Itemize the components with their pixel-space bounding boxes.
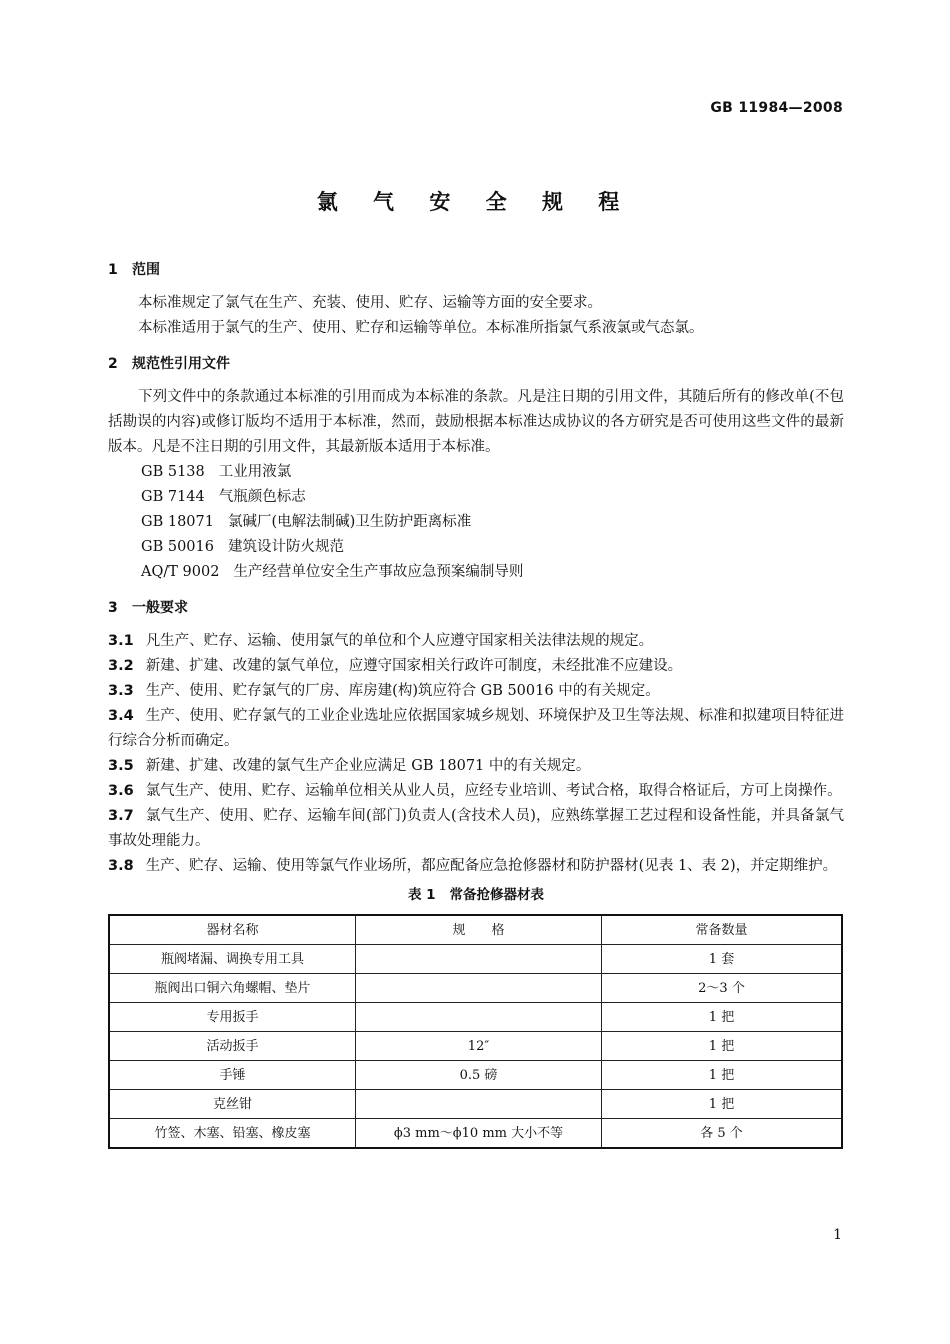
table-header-row: [109, 915, 842, 945]
table-row: 克丝钳 1 把: [109, 1090, 842, 1119]
clause-item: 3.1 凡生产、贮存、运输、使用氯气的单位和个人应遵守国家相关法律法规的规定。: [108, 633, 654, 649]
column-header: 常备数量: [602, 915, 843, 945]
table-row: 瓶阀堵漏、调换专用工具 1 套: [109, 945, 842, 974]
reference-item: AQ/T 9002 生产经营单位安全生产事故应急预案编制导则: [141, 564, 524, 580]
page-number: 1: [833, 1227, 842, 1243]
clause-item: 3.8 生产、贮存、运输、使用等氯气作业场所，都应配备应急抢修器材和防护器材(见表 1、表 2)，并定期维护。: [108, 858, 838, 874]
section-3-heading: 3 一般要求: [108, 600, 188, 616]
equipment-table: [108, 914, 843, 1149]
section-1-para-2: 本标准适用于氯气的生产、使用、贮存和运输等单位。本标准所指氯气系液氯或气态氯。: [138, 320, 704, 336]
standard-code: GB 11984—2008: [710, 100, 843, 116]
clause-item: 3.7 氯气生产、使用、贮存、运输车间(部门)负责人(含技术人员)，应熟练掌握工艺过程和设备性能，并具备氯气事故处理能力。: [108, 808, 844, 849]
table-row: 活动扳手 12″ 1 把: [109, 1032, 842, 1061]
column-header: 规 格: [356, 915, 602, 945]
table-row: 瓶阀出口铜六角螺帽、垫片 2～3 个: [109, 974, 842, 1003]
document-title: 氯 气 安 全 规 程: [316, 190, 634, 214]
table-row: 竹签、木塞、铅塞、橡皮塞 ϕ3 mm～ϕ10 mm 大小不等 各 5 个: [109, 1119, 842, 1149]
reference-item: GB 50016 建筑设计防火规范: [141, 539, 344, 555]
document-body: [108, 258, 844, 1149]
clause-item: 3.2 新建、扩建、改建的氯气单位，应遵守国家相关行政许可制度，未经批准不应建设。: [108, 658, 683, 674]
table-1-caption: 表 1 常备抢修器材表: [407, 887, 545, 903]
reference-item: GB 18071 氯碱厂(电解法制碱)卫生防护距离标准: [141, 514, 472, 530]
table-row: 专用扳手 1 把: [109, 1003, 842, 1032]
clause-item: 3.3 生产、使用、贮存氯气的厂房、库房建(构)筑应符合 GB 50016 中的有关规定。: [108, 683, 660, 699]
section-2-para: 下列文件中的条款通过本标准的引用而成为本标准的条款。凡是注日期的引用文件，其随后所有的修改单(不包括勘误的内容)或修订版均不适用于本标准，然而，鼓励根据本标准达成协议的各方研究是否可使用这些文件的最新版本。凡是不注日期的引用文件，其最新版本适用于本标准。: [108, 389, 844, 455]
column-header: 器材名称: [109, 915, 356, 945]
reference-item: GB 7144 气瓶颜色标志: [141, 489, 306, 505]
section-1-para-1: 本标准规定了氯气在生产、充装、使用、贮存、运输等方面的安全要求。: [138, 295, 602, 311]
clause-item: 3.6 氯气生产、使用、贮存、运输单位相关从业人员，应经专业培训、考试合格，取得合格证后，方可上岗操作。: [108, 783, 842, 799]
reference-item: GB 5138 工业用液氯: [141, 464, 292, 480]
section-2-heading: 2 规范性引用文件: [108, 356, 230, 372]
clause-item: 3.5 新建、扩建、改建的氯气生产企业应满足 GB 18071 中的有关规定。: [108, 758, 591, 774]
table-row: 手锤 0.5 磅 1 把: [109, 1061, 842, 1090]
clause-item: 3.4 生产、使用、贮存氯气的工业企业选址应依据国家城乡规划、环境保护及卫生等法规、标准和拟建项目特征进行综合分析而确定。: [108, 708, 844, 749]
section-1-heading: 1 范围: [108, 262, 160, 278]
